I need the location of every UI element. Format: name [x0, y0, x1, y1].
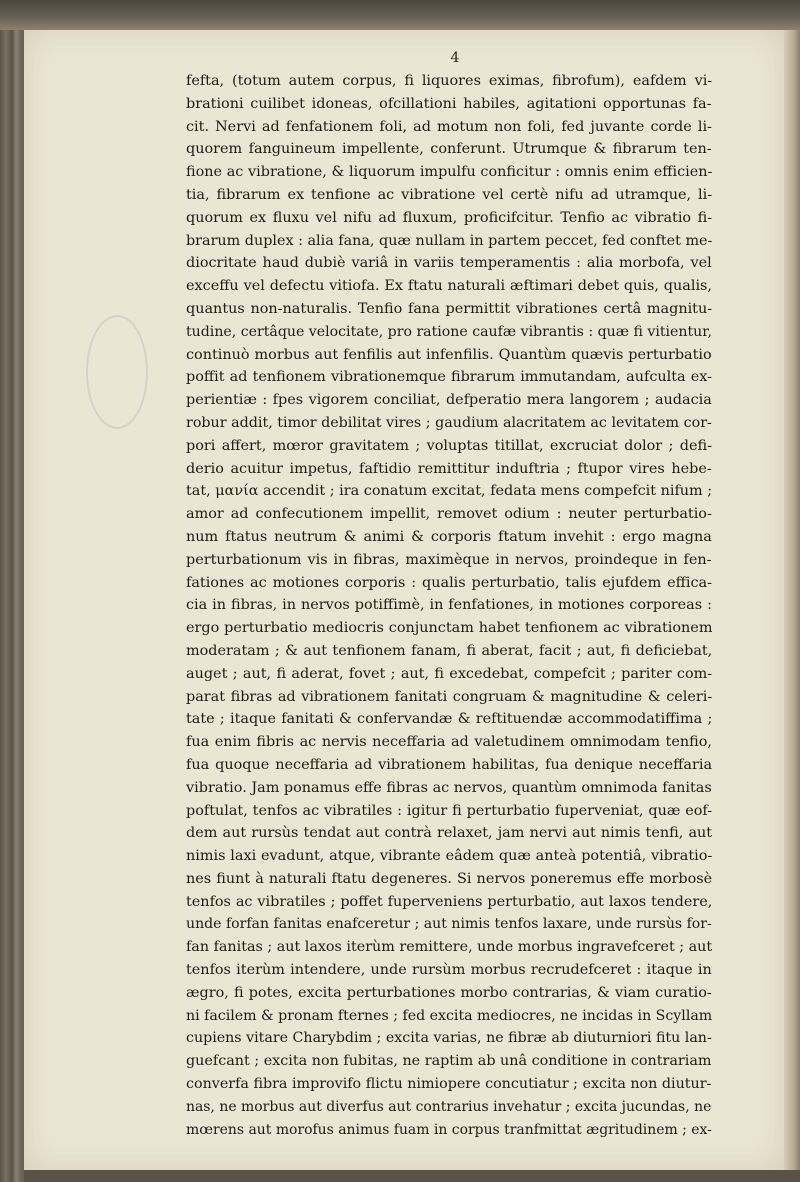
- text-line: nimis laxi evadunt, atque, vibrante eâdem quæ anteà potentiâ, vibratio-: [186, 848, 712, 865]
- text-line: diocritate haud dubiè variâ in variis temperamentis : alia morbofa, vel: [186, 255, 712, 272]
- text-line: continuò morbus aut fenfilis aut infenfilis. Quantùm quævis perturbatio: [186, 346, 712, 363]
- text-line: ægro, fi potes, excita perturbationes morbo contrarias, & viam curatio-: [186, 984, 712, 1001]
- text-line: amor ad confecutionem impellit, removet odium : neuter perturbatio-: [186, 506, 712, 523]
- text-line: parat fibras ad vibrationem fanitati congruam & magnitudine & celeri-: [186, 688, 712, 705]
- text-line: guefcant ; excita non fubitas, ne raptim ab unâ conditione in contrariam: [186, 1053, 712, 1070]
- text-line: quorem fanguineum impellente, conferunt. Utrumque & fibrarum ten-: [186, 141, 712, 158]
- text-line: mœrens aut morofus animus fuam in corpus tranfmittat ægritudinem ; ex-: [186, 1121, 712, 1138]
- text-line: poffit ad tenfionem vibrationemque fibrarum immutandam, aufculta ex-: [186, 369, 712, 386]
- library-stamp: [86, 315, 148, 429]
- text-line: fua enim fibris ac nervis neceffaria ad valetudinem omnimodam tenfio,: [186, 734, 712, 751]
- text-line: exceffu vel defectu vitiofa. Ex ftatu naturali æftimari debet quis, qualis,: [186, 278, 712, 295]
- text-line: tia, fibrarum ex tenfione ac vibratione vel certè nifu ad utramque, li-: [186, 186, 712, 203]
- text-line: fua quoque neceffaria ad vibrationem habilitas, fua denique neceffaria: [186, 756, 712, 773]
- text-line: vibratio. Jam ponamus effe fibras ac nervos, quantùm omnimoda fanitas: [186, 779, 712, 796]
- text-line: tat, μανία accendit ; ira conatum excitat, fedata mens compefcit nifum ;: [186, 483, 712, 500]
- text-line: brarum duplex : alia fana, quæ nullam in partem peccet, fed conftet me-: [186, 232, 713, 249]
- page-right-edge: [784, 30, 800, 1182]
- text-line: tate ; itaque fanitati & confervandæ & reftituendæ accommodatiffima ;: [186, 711, 712, 728]
- text-line: nes fiunt à naturali ftatu degeneres. Si nervos poneremus effe morbosè: [186, 870, 712, 887]
- body-text: [186, 70, 712, 1141]
- text-line: ergo perturbatio mediocris conjunctam habet tenfionem ac vibrationem: [186, 620, 712, 637]
- text-line: tudine, certâque velocitate, pro ratione caufæ vibrantis : quæ fi vitientur,: [186, 323, 712, 340]
- text-line: cit. Nervi ad fenfationem foli, ad motum non foli, fed juvante corde li-: [186, 118, 712, 135]
- text-line: dem aut rursùs tendat aut contrà relaxet, jam nervi aut nimis tenfi, aut: [186, 825, 712, 842]
- text-line: num ftatus neutrum & animi & corporis ftatum invehit : ergo magna: [186, 528, 712, 545]
- text-line: cia in fibras, in nervos potiffimè, in fenfationes, in motiones corporeas :: [186, 597, 712, 614]
- text-line: auget ; aut, fi aderat, fovet ; aut, fi excedebat, compefcit ; pariter com-: [186, 665, 712, 682]
- text-line: fefta, (totum autem corpus, fi liquores eximas, fibrofum), eafdem vi-: [186, 73, 712, 89]
- text-line: brationi cuilibet idoneas, ofcillationi habiles, agitationi opportunas fa-: [186, 95, 712, 112]
- text-line: fione ac vibratione, & liquorum impulfu conficitur : omnis enim efficien-: [186, 164, 712, 181]
- text-line: tenfos iterùm intendere, unde rursùm morbus recrudefceret : itaque in: [186, 962, 712, 979]
- text-line: quorum ex fluxu vel nifu ad fluxum, proficifcitur. Tenfio ac vibratio fi-: [186, 209, 712, 226]
- text-line: cupiens vitare Charybdim ; excita varias, ne fibræ ab diuturniori fitu lan-: [186, 1030, 712, 1047]
- text-line: ni facilem & pronam fternes ; fed excita mediocres, ne incidas in Scyllam: [186, 1007, 713, 1024]
- text-line: fan fanitas ; aut laxos iterùm remittere, unde morbus ingravefceret ; aut: [186, 939, 713, 956]
- text-line: perientiæ : fpes vigorem conciliat, defperatio mera langorem ; audacia: [186, 392, 712, 409]
- book-bottom-edge: [24, 1170, 800, 1182]
- book-top-edge: [0, 0, 800, 30]
- text-line: quantus non-naturalis. Tenfio fana permittit vibrationes certâ magnitu-: [186, 300, 712, 317]
- text-line: robur addit, timor debilitat vires ; gaudium alacritatem ac levitatem cor-: [186, 414, 712, 431]
- text-line: unde forfan fanitas enafceretur ; aut nimis tenfos laxare, unde rursùs for-: [186, 916, 712, 933]
- text-line: derio acuitur impetus, faftidio remittitur induftria ; ftupor vires hebe-: [186, 460, 712, 477]
- text-line: converfa fibra improvifo flictu nimiopere concutiatur ; excita non diutur-: [186, 1076, 712, 1093]
- text-line: fationes ac motiones corporis : qualis perturbatio, talis ejufdem effica-: [186, 574, 712, 591]
- text-line: moderatam ; & aut tenfionem fanam, fi aberat, facit ; aut, fi deficiebat,: [186, 642, 712, 659]
- text-line: pori affert, mœror gravitatem ; voluptas titillat, excruciat dolor ; defi-: [186, 437, 712, 454]
- page-number: 4: [450, 50, 460, 66]
- text-line: tenfos ac vibratiles ; poffet fuperveniens perturbatio, aut laxos tendere,: [186, 893, 712, 910]
- text-line: perturbationum vis in fibras, maximèque in nervos, proindeque in fen-: [186, 551, 712, 568]
- text-line: poftulat, tenfos ac vibratiles : igitur fi perturbatio fuperveniat, quæ eof-: [186, 802, 712, 819]
- text-line: nas, ne morbus aut diverfus aut contrarius invehatur ; excita jucundas, ne: [186, 1098, 712, 1115]
